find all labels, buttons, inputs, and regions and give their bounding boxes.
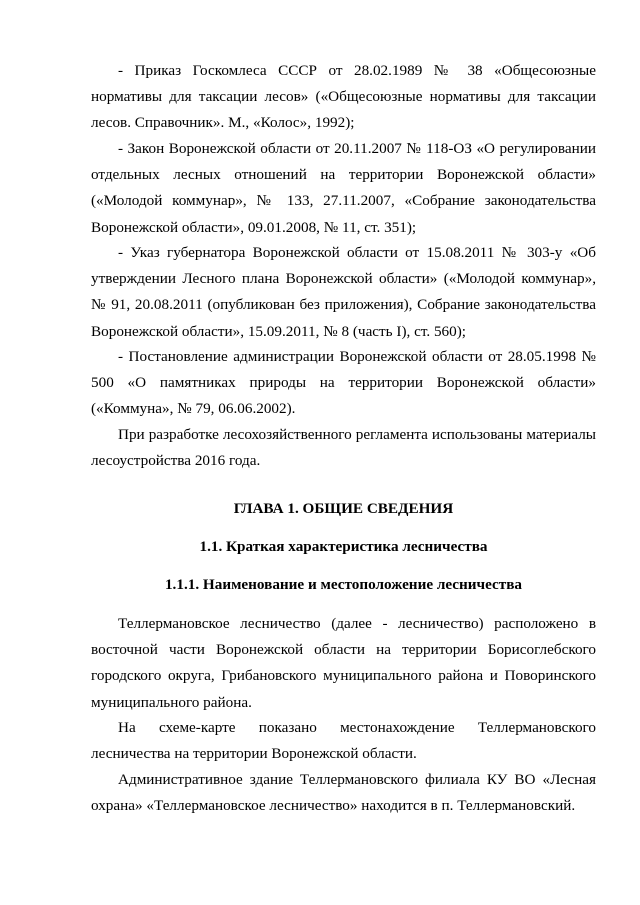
paragraph-materials: При разработке лесохозяйственного регламента использованы материалы лесоустройства 2016 года. bbox=[91, 426, 596, 470]
paragraph-map: На схеме-карте показано местонахождение Теллермановского лесничества на территории Воронежской области. bbox=[91, 719, 596, 763]
section-heading: 1.1. Краткая характеристика лесничества bbox=[199, 538, 488, 555]
chapter-heading: ГЛАВА 1. ОБЩИЕ СВЕДЕНИЯ bbox=[233, 500, 454, 517]
paragraph-resolution-administration: - Постановление администрации Воронежской области от 28.05.1998 № 500 «О памятниках природы на территории Воронежской области» («Коммуна», № 79, 06.06.2002). bbox=[91, 348, 596, 418]
paragraph-order-goskomles: - Приказ Госкомлеса СССР от 28.02.1989 № 38 «Общесоюзные нормативы для таксации лесов» («Общесоюзные нормативы для таксации лесов. Справочник». М., «Колос», 1992); bbox=[91, 62, 596, 132]
paragraph-decree-governor: - Указ губернатора Воронежской области от 15.08.2011 № 303-у «Об утверждении Лесного плана Воронежской области» («Молодой коммунар», № 91, 20.08.2011 (опубликован без приложения), Собрание законодательства Воронежской области», 15.09.2011, № 8 (часть I), ст. 560); bbox=[91, 244, 596, 340]
subsection-heading: 1.1.1. Наименование и местоположение лесничества bbox=[164, 576, 523, 593]
paragraph-location: Теллермановское лесничество (далее - лесничество) расположено в восточной части Воронежской области на территории Борисоглебского городского округа, Грибановского муниципального района и Поворинского муниципального района. bbox=[91, 615, 596, 711]
paragraph-law-voronezh: - Закон Воронежской области от 20.11.2007 № 118-ОЗ «О регулировании отдельных лесных отношений на территории Воронежской области» («Молодой коммунар», № 133, 27.11.2007, «Собрание законодательства Воронежской области», 09.01.2008, № 11, ст. 351); bbox=[91, 140, 596, 236]
paragraph-admin-building: Административное здание Теллермановского филиала КУ ВО «Лесная охрана» «Теллермановское лесничество» находится в п. Теллермановский. bbox=[91, 771, 596, 815]
